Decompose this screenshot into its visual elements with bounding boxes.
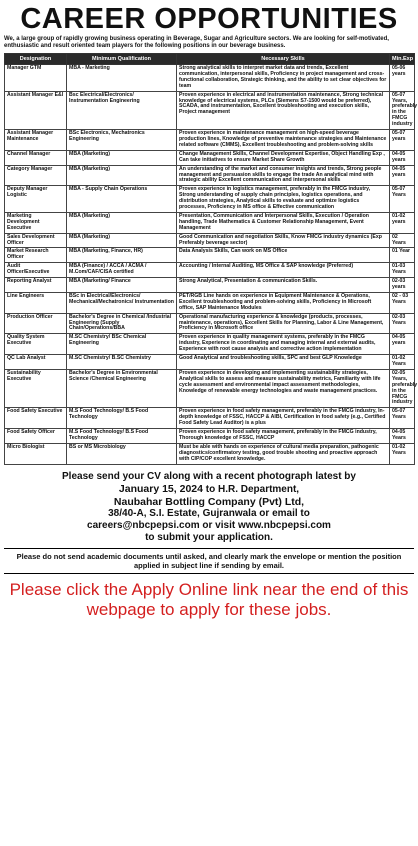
table-row [5,292,415,313]
experience-cell: 02-03 Years [390,313,415,334]
table-row [5,355,415,370]
skills-cell: Strong analytical skills to interpret market data and trends, Excellent communication, interpersonal skills, Proficiency in project management and cross-functional collaboration, Strategic thinking, and the ability to set clear objectives for team [177,65,390,92]
experience-cell: 04-05 years [390,165,415,186]
column-header: Designation [5,54,67,65]
table-row [5,165,415,186]
skills-cell: Proven experience in logistics management, preferably in the FMCG industry, Strong understanding of supply chain principles, logistics operations, and distribution strategies, Analytical skills to evaluate and optimize logistics processes, Proficiency in MS office & Effective communication [177,186,390,213]
designation-cell: Quality System Executive [5,334,67,355]
apply-line1: Please send your CV along with a recent photograph latest by [62,470,356,482]
table-row [5,429,415,444]
experience-cell: 01-02 years [390,212,415,233]
column-header: Min.Exp [390,54,415,65]
skills-cell: Operational manufacturing experience & knowledge (products, processes, maintenance, operations), Excellent Skills for Planning, Labor & Line Management, Proficiency in Microsoft office [177,313,390,334]
designation-cell: Production Officer [5,313,67,334]
skills-cell: Strong Analytical, Presentation & communication Skills. [177,278,390,293]
experience-cell: 05-07 Years [390,186,415,213]
designation-cell: QC Lab Analyst [5,355,67,370]
company-block [4,496,414,544]
positions-table [4,53,418,465]
qualification-cell: MBA (Marketing, Finance, HR) [67,248,177,263]
experience-cell: 01-02 Years [390,355,415,370]
skills-cell: Must be able with hands on experience of cultural media preparation, pathogenic diagnostics/confirmatory testing, good trouble shooting and proactive approach with CIP/COP excellent knowledge. [177,443,390,464]
table-row [5,334,415,355]
designation-cell: Sustainability Executive [5,369,67,407]
designation-cell: Food Safety Officer [5,429,67,444]
table-row [5,233,415,248]
qualification-cell: M.SC Chemistry/ B.SC Chemistry [67,355,177,370]
skills-cell: Proven experience in quality management systems, preferably in the FMCG industry, Experience in coordinating and managing internal and external audits, Experience with root cause analysis and corrective action implementation [177,334,390,355]
apply-instructions [4,471,414,496]
website-link[interactable]: www.nbcpepsi.com [237,519,331,531]
experience-cell: 04-05 years [390,150,415,165]
designation-cell: Deputy Manager Logistic [5,186,67,213]
qualification-cell: MBA - Marketing [67,65,177,92]
designation-cell: Reporting Analyst [5,278,67,293]
table-row [5,443,415,464]
positions-table-body [5,65,418,465]
table-row [5,278,415,293]
designation-cell: Assistant Manager Maintenance [5,130,67,151]
qualification-cell: MBA (Marketing) [67,233,177,248]
skills-cell: Data Analysis Skills, Can work on MS Office [177,248,390,263]
experience-cell: 01-02 Years [390,443,415,464]
designation-cell: Marketing Development Executive [5,212,67,233]
qualification-cell: M.S Food Technology/ B.S Food Technology [67,429,177,444]
table-row [5,65,415,92]
table-row [5,263,415,278]
skills-cell: Proven experience in developing and implementing sustainability strategies, Analytical skills to assess and measure sustainability metrics, Familiarity with life cycle assessment and environmental impact assessment methodologies, Knowledge of renewable energy technologies and waste management practices. [177,369,390,407]
page-title: CAREER OPPORTUNITIES [20,3,398,35]
skills-cell: Proven experience in electrical and instrumentation maintenance, Strong technical knowledge of electrical systems, PLCs (Siemens S7-1500 would be preferred), SCADA, and instrumentation, Excellent troubleshooting and execution skills, Project management [177,91,390,129]
designation-cell: Assistant Manager E&I [5,91,67,129]
qualification-cell: BSc in Electrical/Electronics/ Mechanical/Mechatronics/ Instrumentation [67,292,177,313]
table-row [5,408,415,429]
apply-online-note: Please click the Apply Online link near the end of this webpage to apply for these jobs. [9,579,409,619]
qualification-cell: Bsc Electrical/Electronics/ Instrumentation Engineering [67,91,177,129]
table-row [5,313,415,334]
designation-cell: Micro Biologist [5,443,67,464]
table-row [5,186,415,213]
skills-cell: Change Management Skills, Channel Development Expertise, Object Handling Exp , Can take initiatives to ensure Market Share Growth [177,150,390,165]
qualification-cell: MBA (Marketing) [67,150,177,165]
deadline-date: January 15, 2024 [118,482,203,495]
designation-cell: Market Research Officer [5,248,67,263]
designation-cell: Channel Manager [5,150,67,165]
table-row [5,248,415,263]
designation-cell: Audit Officer/Executive [5,263,67,278]
designation-cell: Category Manager [5,165,67,186]
column-header: Necessary Skills [177,54,390,65]
experience-cell: 02-05 Years, preferably in the FMCG industry [390,369,415,407]
company-name: Naubahar Bottling Company (Pvt) Ltd, [113,495,305,508]
skills-cell: Presentation, Communication and Interpersonal Skills, Execution / Operation handling, Trade Mathematics & Customer Relationship Management, Event Management [177,212,390,233]
qualification-cell: M.SC Chemistry/ BSc Chemical Engineering [67,334,177,355]
table-row [5,212,415,233]
skills-cell: Accounting / Internal Auditing, MS Office & SAP knowledge (Preferred) [177,263,390,278]
table-row [5,150,415,165]
skills-cell: Proven experience in maintenance management on high-speed beverage production lines, Knowledge of preventive maintenance strategies and Maintenance related software (CMMS), Excellent troubleshooting and problem-solving skills [177,130,390,151]
submit-text: to submit your application. [145,531,273,543]
qualification-cell: M.S Food Technology/ B.S Food Technology [67,408,177,429]
skills-cell: Proven experience in food safety management, preferably in the FMCG industry, In-depth knowledge of FSSC, HACCP & AIBI, Certification in food safety (e.g., Certified Food Safety Lead Auditor) is a plus [177,408,390,429]
table-row [5,91,415,129]
designation-cell: Line Engineers [5,292,67,313]
experience-cell: 05-07 Years [390,408,415,429]
qualification-cell: MBA (Marketing) [67,212,177,233]
experience-cell: 05-06 years [390,65,415,92]
qualification-cell: Bachelor's Degree in Environmental Science /Chemical Engineering [67,369,177,407]
designation-cell: Manager GTM [5,65,67,92]
table-row [5,369,415,407]
experience-cell: 04-05 years [390,334,415,355]
qualification-cell: MBA (Marketing) [67,165,177,186]
skills-cell: Good Analytical and troubleshooting skills, SPC and best GLP Knowledge [177,355,390,370]
qualification-cell: MBA (Marketing/ Finance [67,278,177,293]
qualification-cell: MBA - Supply Chain Operations [67,186,177,213]
company-address: 38/40-A, S.I. Estate, Gujranwala or email to [108,507,310,519]
experience-cell: 04-05 Years [390,429,415,444]
intro-text: We, a large group of rapidly growing business operating in Beverage, Sugar and Agriculture sectors. We are looking for self-motivated, enthusiastic and result oriented team players for the following positions in our beverage business. [4,36,389,49]
qualification-cell: MBA (Finance) / ACCA / ACMA / M.Com/CAF/CISA certified [67,263,177,278]
designation-cell: Food Safety Executive [5,408,67,429]
experience-cell: 05-07 Years, preferably in the FMCG industry [390,91,415,129]
or-visit-text: or visit [202,519,236,531]
skills-cell: Proven experience in food safety management, preferably in the FMCG industry, Thorough knowledge of FSSC, HACCP [177,429,390,444]
apply-line2: to H.R. Department, [205,483,300,495]
experience-cell: 02 - 03 Years [390,292,415,313]
experience-cell: 05-07 years [390,130,415,151]
designation-cell: Sales Development Officer [5,233,67,248]
email-link[interactable]: careers@nbcpepsi.com [87,519,200,531]
column-header: Minimum Qualification [67,54,177,65]
skills-cell: Good Communication and negotiation Skills, Know FMCG industry dynamics (Exp Preferably beverage sector) [177,233,390,248]
skills-cell: PET/RGB Line hands on experience in Equipment Maintenance & Operations, Excellent troubleshooting and problem-solving skills, Proficiency in Microsoft office, SAP Maintenance Modules [177,292,390,313]
table-row [5,130,415,151]
qualification-cell: BSc Electronics, Mechatronics Engineering [67,130,177,151]
qualification-cell: Bachelor's Degree in Chemical /Industrial Engineering (Supply Chain/Operations/BBA [67,313,177,334]
experience-cell: 01 Year [390,248,415,263]
table-header-row [5,54,415,65]
experience-cell: 02-03 years [390,278,415,293]
notice-box: Please do not send academic documents until asked, and clearly mark the envelope or mention the position applied in subject line if sending by email. [4,548,414,574]
experience-cell: 02 Years [390,233,415,248]
qualification-cell: BS or MS Microbiology [67,443,177,464]
experience-cell: 01-03 Years [390,263,415,278]
skills-cell: An understanding of the market and consumer insights and trends, Strong people management and persuasion skills to engage the trade An analytical mind with strategic ability Excellent communication and interpersonal skills [177,165,390,186]
